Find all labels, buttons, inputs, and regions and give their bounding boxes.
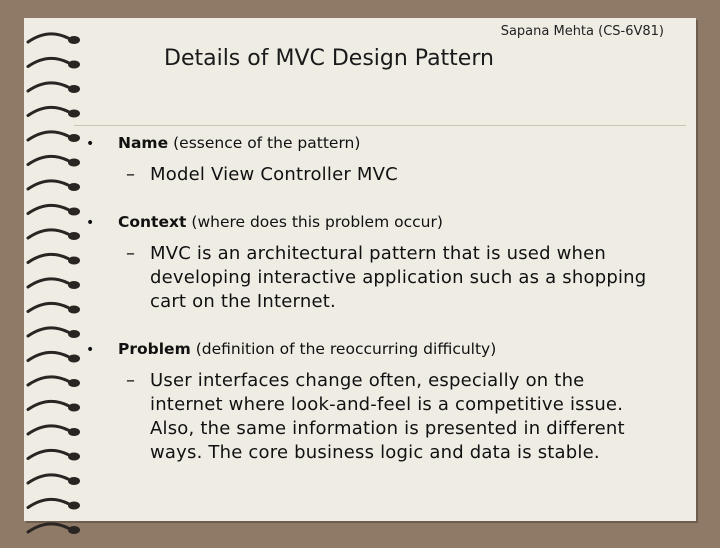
dash-marker: – — [126, 370, 136, 391]
spiral-hole — [68, 355, 80, 363]
spiral-hole — [68, 428, 80, 436]
spiral-ring — [28, 475, 68, 483]
spiral-hole — [68, 379, 80, 387]
spiral-hole — [68, 453, 80, 461]
spiral-hole — [68, 159, 80, 167]
spiral-hole — [68, 208, 80, 216]
bullet-key: Name — [118, 134, 169, 152]
spiral-ring — [28, 230, 68, 238]
spiral-ring — [28, 377, 68, 385]
spiral-ring — [28, 254, 68, 262]
bullet-key: Problem — [118, 340, 191, 358]
spiral-ring — [28, 34, 68, 42]
spiral-hole — [68, 306, 80, 314]
spiral-hole — [68, 183, 80, 191]
spiral-hole — [68, 281, 80, 289]
bullet-list — [86, 132, 686, 465]
spiral-ring — [28, 156, 68, 164]
bullet-marker: • — [86, 136, 95, 152]
spiral-hole — [68, 404, 80, 412]
spiral-ring — [28, 524, 68, 532]
bullet-desc: (definition of the reoccurring difficulty) — [195, 340, 497, 358]
bullet-desc: (essence of the pattern) — [173, 134, 361, 152]
spiral-ring — [28, 132, 68, 140]
sub-bullet-text: MVC is an architectural pattern that is used when developing interactive application such as a shopping cart on the Internet. — [150, 243, 647, 312]
spiral-ring — [28, 328, 68, 336]
bullet-marker: • — [86, 342, 95, 358]
dash-marker: – — [126, 164, 136, 185]
spiral-hole — [68, 257, 80, 265]
bullet-desc: (where does this problem occur) — [191, 213, 443, 231]
spiral-hole — [68, 330, 80, 338]
bullet-key: Context — [118, 213, 187, 231]
bullet-problem — [86, 338, 686, 361]
spiral-ring — [28, 499, 68, 507]
bullet-name — [86, 132, 686, 155]
spiral-hole — [68, 110, 80, 118]
spiral-ring — [28, 205, 68, 213]
sub-bullet-problem — [126, 369, 686, 465]
spiral-ring — [28, 426, 68, 434]
spiral-ring — [28, 401, 68, 409]
dash-marker: – — [126, 243, 136, 264]
author-label: Sapana Mehta (CS-6V81) — [500, 24, 664, 39]
spiral-hole — [68, 61, 80, 69]
spiral-hole — [68, 526, 80, 534]
page-title: Details of MVC Design Pattern — [164, 46, 494, 71]
spiral-hole — [68, 477, 80, 485]
sub-bullet-name — [126, 163, 686, 187]
spiral-ring — [28, 58, 68, 66]
spiral-hole — [68, 85, 80, 93]
spiral-ring — [28, 83, 68, 91]
bullet-context — [86, 211, 686, 234]
spiral-hole — [68, 502, 80, 510]
spiral-ring — [28, 303, 68, 311]
sub-bullet-text: Model View Controller MVC — [150, 164, 398, 185]
spiral-ring — [28, 181, 68, 189]
spiral-hole — [68, 232, 80, 240]
spiral-binding-icon — [24, 28, 94, 548]
spiral-ring — [28, 450, 68, 458]
sub-bullet-context — [126, 242, 686, 314]
slide-page — [24, 18, 696, 521]
spiral-ring — [28, 107, 68, 115]
spiral-hole — [68, 134, 80, 142]
spiral-ring — [28, 352, 68, 360]
bullet-marker: • — [86, 215, 95, 231]
sub-bullet-text: User interfaces change often, especially on the internet where look-and-feel is a competitive issue. Also, the same information is presented in different ways. The core business logic and data is stable. — [150, 370, 625, 463]
spiral-hole — [68, 36, 80, 44]
title-divider — [74, 125, 686, 126]
spiral-ring — [28, 279, 68, 287]
